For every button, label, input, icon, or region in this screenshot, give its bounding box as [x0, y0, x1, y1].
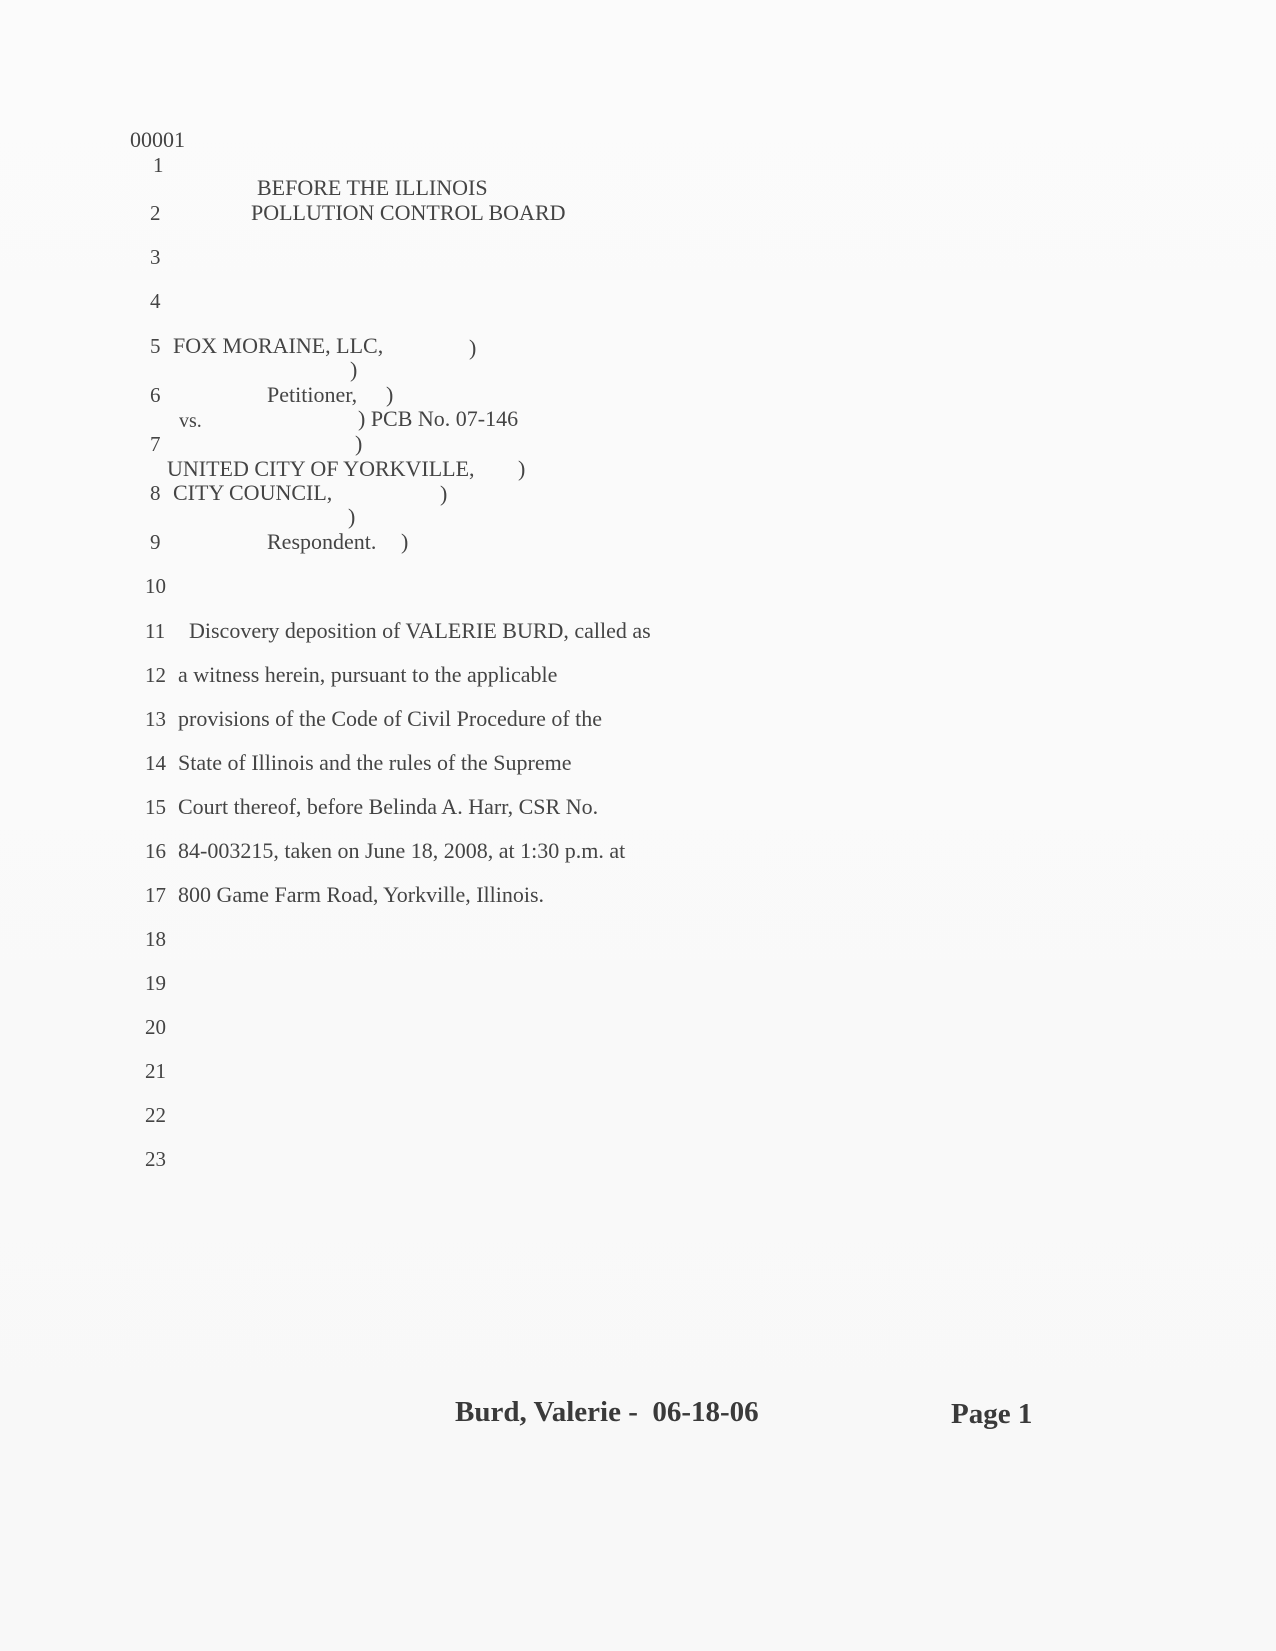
body-line: Court thereof, before Belinda A. Harr, CSR No. — [178, 794, 599, 819]
line-number: 9 — [150, 530, 161, 554]
caption-paren: ) — [469, 335, 477, 360]
line-number: 15 — [145, 795, 166, 819]
caption-paren: ) — [348, 504, 356, 529]
line-number: 5 — [150, 334, 161, 358]
line-number: 11 — [145, 619, 166, 643]
respondent-name-line2: CITY COUNCIL, — [173, 480, 333, 505]
caption-paren: ) — [355, 431, 363, 456]
respondent-role: Respondent. — [267, 529, 377, 554]
line-number: 23 — [145, 1147, 166, 1171]
line-number: 19 — [145, 971, 166, 995]
body-line: Discovery deposition of VALERIE BURD, called as — [189, 618, 651, 643]
line-number: 20 — [145, 1015, 166, 1039]
body-line: State of Illinois and the rules of the Supreme — [178, 750, 572, 775]
body-line: 84-003215, taken on June 18, 2008, at 1:30 p.m. at — [178, 838, 626, 863]
line-number: 6 — [150, 383, 161, 407]
petitioner-name: FOX MORAINE, LLC, — [173, 333, 384, 358]
footer-deponent-date: Burd, Valerie - 06-18-06 — [455, 1396, 759, 1428]
line-number: 16 — [145, 839, 166, 863]
line-number: 14 — [145, 751, 166, 775]
line-number: 1 — [153, 153, 164, 177]
petitioner-role: Petitioner, — [267, 382, 358, 407]
line-number: 2 — [150, 201, 161, 225]
page-header-number: 00001 — [130, 127, 185, 152]
line-number: 10 — [145, 574, 166, 598]
caption-paren: ) — [518, 456, 526, 481]
respondent-name-line1: UNITED CITY OF YORKVILLE, — [167, 456, 475, 481]
body-line: a witness herein, pursuant to the applicable — [178, 662, 558, 687]
caption-paren: ) — [350, 357, 358, 382]
line-number: 4 — [150, 289, 161, 313]
line-number: 22 — [145, 1103, 166, 1127]
caption-paren: ) — [401, 529, 409, 554]
versus-label: vs. — [179, 410, 202, 432]
line-number: 18 — [145, 927, 166, 951]
line-number: 21 — [145, 1059, 166, 1083]
case-number: ) PCB No. 07-146 — [358, 406, 519, 431]
board-heading-line1: BEFORE THE ILLINOIS — [257, 175, 488, 200]
body-line: provisions of the Code of Civil Procedure of the — [178, 706, 603, 731]
body-line: 800 Game Farm Road, Yorkville, Illinois. — [178, 882, 545, 907]
line-number: 8 — [150, 481, 161, 505]
caption-paren: ) — [440, 481, 448, 506]
line-number: 13 — [145, 707, 166, 731]
line-number: 17 — [145, 883, 166, 907]
caption-paren: ) — [386, 382, 394, 407]
footer-page-label: Page 1 — [951, 1398, 1033, 1430]
line-number: 7 — [150, 432, 161, 456]
board-heading-line2: POLLUTION CONTROL BOARD — [251, 200, 566, 225]
line-number: 3 — [150, 245, 161, 269]
line-number: 12 — [145, 663, 166, 687]
